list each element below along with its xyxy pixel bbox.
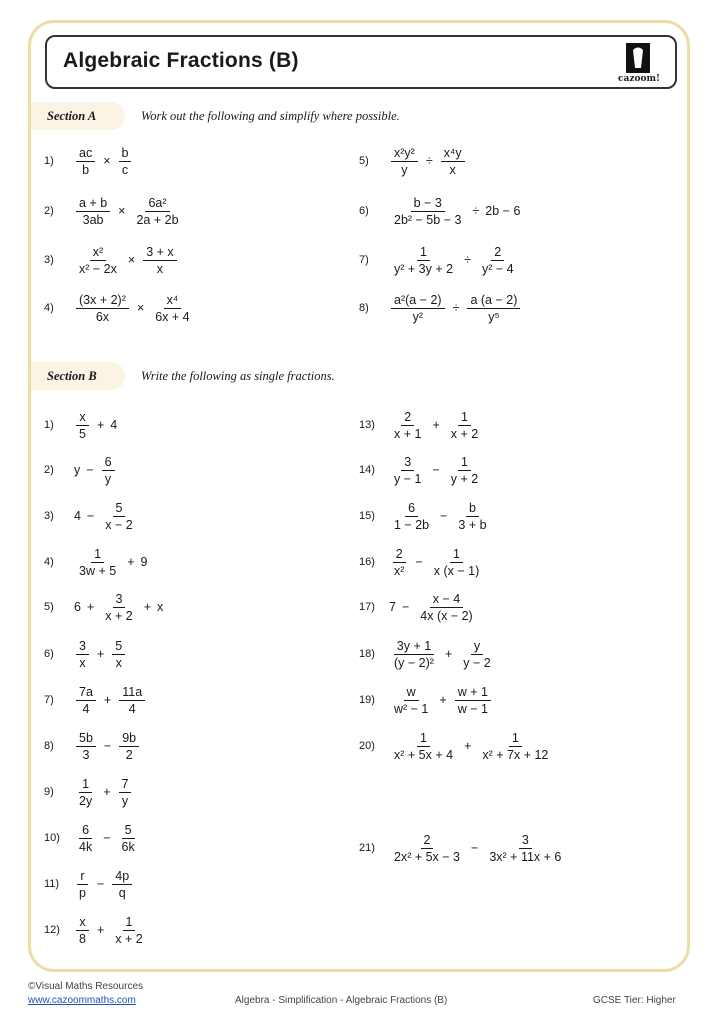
numerator: 5 <box>122 823 135 839</box>
numerator: w <box>404 685 419 701</box>
numerator: 3 <box>113 592 126 608</box>
numerator: x⁴ <box>164 293 182 309</box>
operator: + <box>103 785 111 799</box>
denominator: x <box>156 261 164 276</box>
denominator: 1 − 2b <box>394 517 430 532</box>
numerator: 3 <box>401 455 414 471</box>
numerator: 9b <box>119 731 139 747</box>
denominator: x² − 2x <box>79 261 117 276</box>
operator: − <box>103 831 111 845</box>
numerator: 3y + 1 <box>394 639 434 655</box>
fraction <box>467 293 520 324</box>
term: 7 <box>389 600 396 614</box>
fraction <box>102 455 115 486</box>
fraction <box>391 455 424 486</box>
numerator: 1 <box>458 455 471 471</box>
question <box>359 189 520 233</box>
question-number: 10) <box>44 832 60 844</box>
denominator: y² + 3y + 2 <box>394 261 454 276</box>
operator: × <box>136 301 145 315</box>
term: x <box>157 600 164 614</box>
numerator: 2 <box>401 410 414 426</box>
numerator: b <box>119 146 132 162</box>
numerator: (3x + 2)² <box>76 293 129 309</box>
numerator: 3 <box>76 639 89 655</box>
denominator: 2 <box>125 747 133 762</box>
numerator: 1 <box>417 245 430 261</box>
denominator: x + 2 <box>105 608 133 623</box>
fraction <box>391 410 424 441</box>
fraction <box>391 245 456 276</box>
numerator: x⁴y <box>441 146 465 162</box>
section-b-label: Section B <box>47 369 97 383</box>
denominator: q <box>118 885 126 900</box>
numerator: 7 <box>119 777 132 793</box>
denominator: 4 <box>82 701 90 716</box>
numerator: 1 <box>458 410 471 426</box>
fraction <box>76 293 129 324</box>
question-number: 12) <box>44 924 60 936</box>
question-number: 13) <box>359 419 375 431</box>
fraction <box>391 731 456 762</box>
fraction <box>391 833 463 864</box>
fraction <box>76 685 96 716</box>
question-number: 1) <box>44 155 54 167</box>
denominator: x + 1 <box>394 426 422 441</box>
term: 6 <box>74 600 81 614</box>
fraction <box>119 146 132 177</box>
numerator: 1 <box>509 731 522 747</box>
denominator: 4x (x − 2) <box>420 608 473 623</box>
numerator: 6 <box>102 455 115 471</box>
operator: − <box>415 555 423 569</box>
operator: − <box>471 841 479 855</box>
question <box>359 238 519 282</box>
question <box>44 908 148 952</box>
fraction <box>391 685 431 716</box>
cazoom-logo: cazoom! <box>611 41 665 85</box>
fraction <box>460 639 493 670</box>
numerator: 1 <box>417 731 430 747</box>
question <box>359 632 496 676</box>
fraction <box>76 915 89 946</box>
numerator: 1 <box>79 777 92 793</box>
footer-tier: GCSE Tier: Higher <box>593 995 676 1006</box>
denominator: 6x <box>95 309 110 324</box>
fraction <box>417 592 475 623</box>
question <box>359 448 483 492</box>
section-a-label: Section A <box>47 109 97 123</box>
fraction <box>391 196 464 227</box>
question <box>44 238 179 282</box>
denominator: x − 2 <box>105 517 133 532</box>
fraction <box>448 410 481 441</box>
question <box>359 585 478 629</box>
question-number: 7) <box>359 254 369 266</box>
title-banner <box>45 35 677 89</box>
fraction <box>441 146 465 177</box>
operator: × <box>103 154 111 168</box>
denominator: 6x + 4 <box>155 309 190 324</box>
denominator: x² + 7x + 12 <box>482 747 549 762</box>
question <box>44 724 141 768</box>
numerator: a + b <box>76 196 110 212</box>
question <box>359 678 493 722</box>
numerator: 3 + x <box>143 245 176 261</box>
numerator: 6 <box>79 823 92 839</box>
numerator: ac <box>76 146 95 162</box>
denominator: y − 1 <box>394 471 422 486</box>
question <box>359 286 522 330</box>
fraction <box>119 823 138 854</box>
question-number: 14) <box>359 464 375 476</box>
numerator: 6 <box>405 501 418 517</box>
denominator: 4k <box>79 839 93 854</box>
fraction <box>479 245 517 276</box>
fraction <box>391 547 407 578</box>
numerator: w + 1 <box>455 685 491 701</box>
question <box>44 189 184 233</box>
operator: − <box>103 739 112 753</box>
numerator: x²y² <box>391 146 418 162</box>
fraction <box>76 410 89 441</box>
term: 4 <box>110 418 118 432</box>
denominator: y² <box>412 309 423 324</box>
question <box>359 826 566 870</box>
question-number: 3) <box>44 254 54 266</box>
numerator: x² <box>90 245 106 261</box>
fraction <box>133 196 181 227</box>
numerator: 2 <box>491 245 504 261</box>
operator: ÷ <box>472 204 480 218</box>
operator: + <box>96 923 105 937</box>
numerator: 11a <box>119 685 145 701</box>
numerator: 1 <box>91 547 104 563</box>
denominator: 4 <box>128 701 136 716</box>
fraction <box>119 777 132 808</box>
question-number: 5) <box>44 601 54 613</box>
question-number: 8) <box>44 740 54 752</box>
numerator: b − 3 <box>411 196 445 212</box>
question-number: 2) <box>44 205 54 217</box>
term: 4 <box>74 509 81 523</box>
question <box>44 540 147 584</box>
fraction <box>455 685 491 716</box>
numerator: b <box>466 501 479 517</box>
question-number: 6) <box>359 205 369 217</box>
numerator: a²(a − 2) <box>391 293 445 309</box>
question-number: 1) <box>44 419 54 431</box>
question <box>44 286 195 330</box>
question <box>44 585 163 629</box>
numerator: 6a² <box>145 196 169 212</box>
denominator: 2y <box>79 793 93 808</box>
operator: − <box>432 463 440 477</box>
denominator: x <box>449 162 456 177</box>
fraction <box>76 639 89 670</box>
question-number: 6) <box>44 648 54 660</box>
numerator: x <box>76 410 88 426</box>
fraction <box>76 869 89 900</box>
question <box>44 448 117 492</box>
operator: − <box>401 600 410 614</box>
operator: × <box>118 204 126 218</box>
question-number: 19) <box>359 694 375 706</box>
denominator: x² <box>394 563 405 578</box>
denominator: y⁵ <box>488 309 500 324</box>
denominator: 5 <box>79 426 86 441</box>
question <box>44 770 133 814</box>
section-b-instruction: Write the following as single fractions. <box>141 369 335 383</box>
operator: + <box>439 693 447 707</box>
question-number: 3) <box>44 510 54 522</box>
term: 9 <box>140 555 148 569</box>
operator: + <box>96 647 105 661</box>
fraction <box>391 293 445 324</box>
denominator: c <box>121 162 129 177</box>
operator: × <box>127 253 136 267</box>
numerator: 3 <box>519 833 532 849</box>
denominator: 3ab <box>82 212 104 227</box>
numerator: a (a − 2) <box>467 293 520 309</box>
operator: + <box>103 693 112 707</box>
question <box>44 494 138 538</box>
operator: + <box>444 647 453 661</box>
fraction <box>76 731 96 762</box>
numerator: x − 4 <box>430 592 463 608</box>
footer-copyright: ©Visual Maths Resources <box>28 981 144 992</box>
numerator: 4p <box>112 869 132 885</box>
question-number: 18) <box>359 648 375 660</box>
question <box>44 632 127 676</box>
denominator: p <box>79 885 86 900</box>
numerator: 5 <box>112 639 125 655</box>
question-number: 9) <box>44 786 54 798</box>
page-title: Algebraic Fractions (B) <box>63 49 299 72</box>
numerator: 7a <box>76 685 96 701</box>
fraction <box>76 777 95 808</box>
denominator: w² − 1 <box>394 701 429 716</box>
question <box>359 494 492 538</box>
denominator: (y − 2)² <box>394 655 434 670</box>
question-number: 15) <box>359 510 375 522</box>
fraction <box>112 915 145 946</box>
operator: − <box>440 509 448 523</box>
fraction <box>391 501 432 532</box>
question-number: 11) <box>44 878 60 890</box>
denominator: y <box>104 471 112 486</box>
denominator: 3 + b <box>458 517 487 532</box>
fraction <box>119 685 145 716</box>
denominator: 2b² − 5b − 3 <box>394 212 462 227</box>
operator: ÷ <box>452 301 460 315</box>
question <box>44 403 117 447</box>
denominator: b <box>82 162 90 177</box>
denominator: y − 2 <box>463 655 491 670</box>
question <box>359 403 483 447</box>
term: y <box>74 463 81 477</box>
numerator: 5 <box>113 501 126 517</box>
question <box>359 139 467 183</box>
operator: − <box>86 463 94 477</box>
numerator: y <box>471 639 483 655</box>
fraction <box>102 501 135 532</box>
denominator: 3w + 5 <box>79 563 117 578</box>
operator: + <box>432 418 440 432</box>
denominator: 2x² + 5x − 3 <box>394 849 461 864</box>
operator: + <box>143 600 152 614</box>
footer-topic: Algebra - Simplification - Algebraic Fractions (B) <box>235 995 448 1006</box>
denominator: y <box>121 793 129 808</box>
fraction <box>76 196 110 227</box>
numerator: x <box>76 915 88 931</box>
fraction <box>391 146 418 177</box>
question <box>44 678 147 722</box>
fraction <box>76 823 95 854</box>
operator: + <box>127 555 135 569</box>
numerator: 1 <box>450 547 463 563</box>
question-number: 7) <box>44 694 54 706</box>
footer-website-link[interactable]: www.cazoommaths.com <box>28 995 136 1006</box>
question-number: 5) <box>359 155 369 167</box>
question <box>44 816 140 860</box>
fraction <box>431 547 483 578</box>
fraction <box>486 833 564 864</box>
operator: ÷ <box>425 154 433 168</box>
question-number: 8) <box>359 302 369 314</box>
numerator: 2 <box>421 833 434 849</box>
fraction <box>76 245 120 276</box>
denominator: 3 <box>82 747 90 762</box>
numerator: 1 <box>123 915 136 931</box>
operator: + <box>96 418 105 432</box>
keyhole-icon <box>611 41 665 75</box>
fraction <box>455 501 489 532</box>
fraction <box>391 639 437 670</box>
fraction <box>112 869 132 900</box>
denominator: x (x − 1) <box>433 563 480 578</box>
numerator: r <box>77 869 87 885</box>
denominator: 8 <box>79 931 86 946</box>
section-a-instruction: Work out the following and simplify where possible. <box>141 109 400 123</box>
denominator: y² − 4 <box>481 261 514 276</box>
section-b-tag <box>31 362 125 390</box>
fraction <box>479 731 551 762</box>
fraction <box>119 731 139 762</box>
fraction <box>76 146 95 177</box>
question <box>44 862 134 906</box>
denominator: y <box>401 162 408 177</box>
question <box>44 139 133 183</box>
question <box>359 540 484 584</box>
denominator: w − 1 <box>457 701 488 716</box>
operator: + <box>86 600 95 614</box>
denominator: 2a + 2b <box>136 212 179 227</box>
operator: − <box>86 509 95 523</box>
fraction <box>448 455 481 486</box>
question-number: 20) <box>359 740 375 752</box>
denominator: x² + 5x + 4 <box>394 747 454 762</box>
denominator: x <box>115 655 122 670</box>
fraction <box>112 639 125 670</box>
fraction <box>143 245 176 276</box>
question-number: 17) <box>359 601 375 613</box>
fraction <box>152 293 192 324</box>
question-number: 16) <box>359 556 375 568</box>
numerator: 5b <box>76 731 96 747</box>
denominator: y + 2 <box>450 471 479 486</box>
operator: ÷ <box>464 253 471 267</box>
fraction <box>102 592 135 623</box>
question-number: 4) <box>44 556 54 568</box>
fraction <box>76 547 119 578</box>
denominator: 3x² + 11x + 6 <box>489 849 562 864</box>
question <box>359 724 553 768</box>
section-a-tag <box>31 102 125 130</box>
denominator: x + 2 <box>450 426 479 441</box>
question-number: 21) <box>359 842 375 854</box>
question-number: 4) <box>44 302 54 314</box>
denominator: 6k <box>121 839 135 854</box>
question-number: 2) <box>44 464 54 476</box>
numerator: 2 <box>393 547 406 563</box>
operator: − <box>96 877 105 891</box>
denominator: x + 2 <box>115 931 143 946</box>
term: 2b − 6 <box>485 204 521 218</box>
denominator: x <box>79 655 86 670</box>
operator: + <box>464 739 472 753</box>
